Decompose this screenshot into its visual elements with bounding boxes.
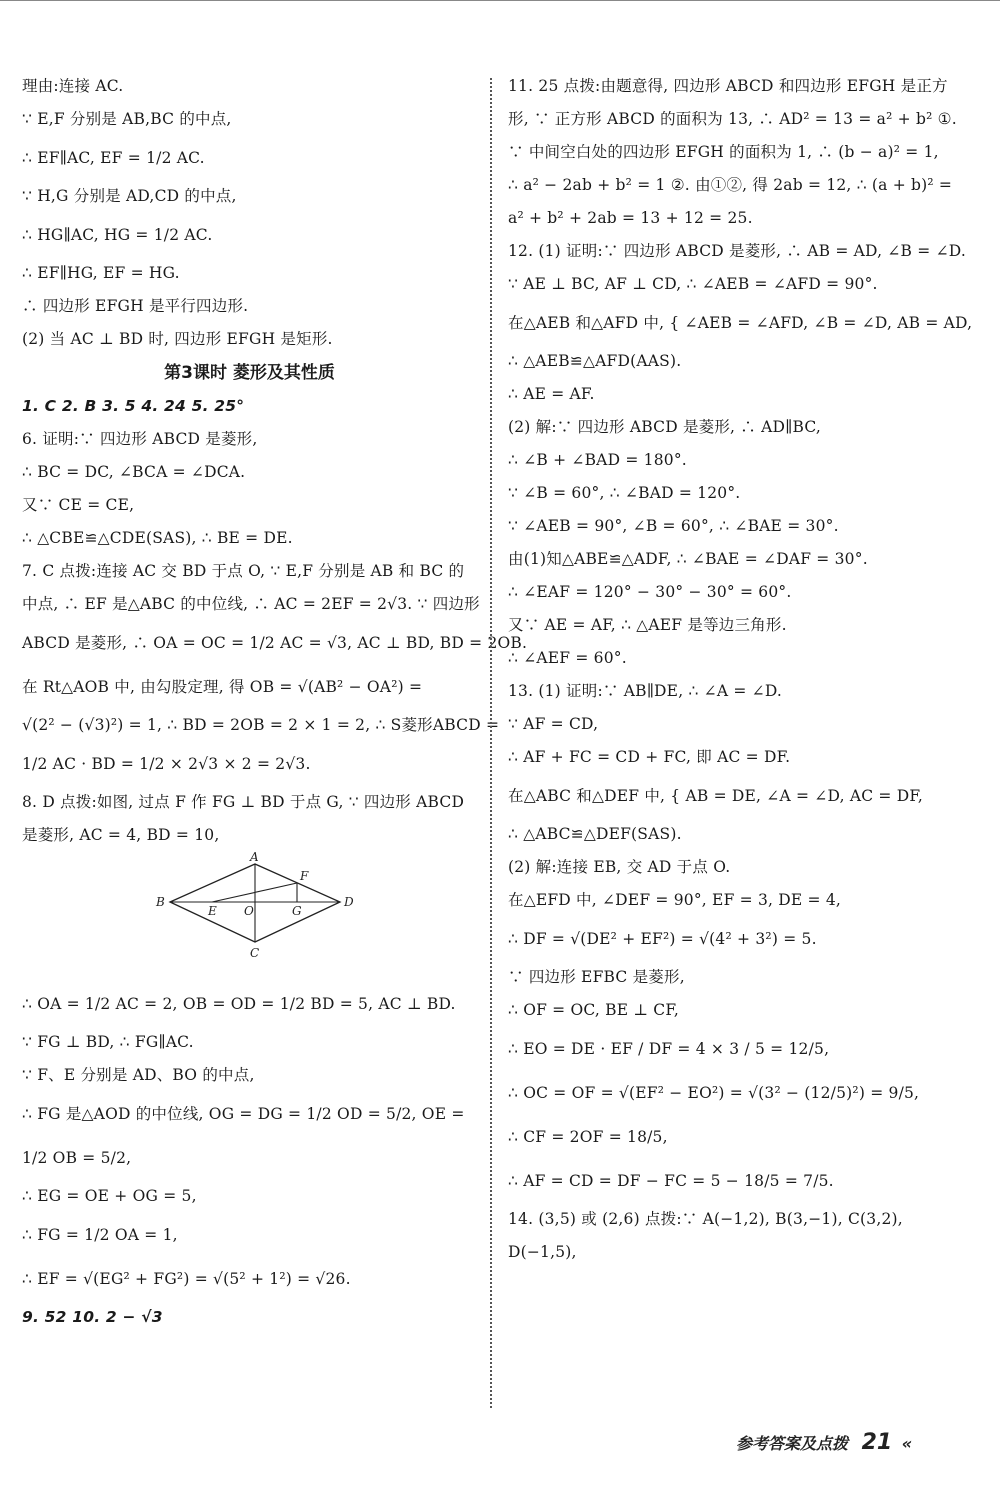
label-d: D [344,895,354,909]
line: ∴ ∠AEF = 60°. [508,649,627,667]
line: 又∵ CE = CE, [22,496,135,514]
line: 在△ABC 和△DEF 中, { AB = DE, ∠A = ∠D, AC = DF, [508,787,924,805]
line: ∴ EF∥HG, EF = HG. [22,264,180,282]
line: ∴ EO = DE · EF / DF = 4 × 3 / 5 = 12/5, [508,1040,830,1058]
line: ∴ 四边形 EFGH 是平行四边形. [22,297,249,315]
line: ∴ BC = DC, ∠BCA = ∠DCA. [22,463,246,481]
line: ∴ AF + FC = CD + FC, 即 AC = DF. [508,748,791,766]
line: 又∵ AE = AF, ∴ △AEF 是等边三角形. [508,616,787,634]
line: (2) 解:连接 EB, 交 AD 于点 O. [508,858,731,876]
line: ∵ AE ⊥ BC, AF ⊥ CD, ∴ ∠AEB = ∠AFD = 90°. [508,275,878,293]
line: ∴ a² − 2ab + b² = 1 ②. 由①②, 得 2ab = 12, ∴ (a + b)² = [508,176,953,194]
line: 形, ∵ 正方形 ABCD 的面积为 13, ∴ AD² = 13 = a² + b² ①. [508,110,957,128]
line: 理由:连接 AC. [22,77,124,95]
line: (2) 解:∵ 四边形 ABCD 是菱形, ∴ AD∥BC, [508,418,822,436]
page-footer [736,1428,912,1458]
line: ∴ ∠B + ∠BAD = 180°. [508,451,687,469]
label-f: F [300,869,309,883]
line: ∴ OA = 1/2 AC = 2, OB = OD = 1/2 BD = 5, AC ⊥ BD. [22,995,456,1013]
label-o: O [244,904,254,918]
answers-9-10: 9. 52 10. 2 − √3 [22,1308,163,1326]
rhombus-figure [22,852,477,982]
line: a² + b² + 2ab = 13 + 12 = 25. [508,209,753,227]
right-column [508,70,978,1269]
line: ∵ AF = CD, [508,715,599,733]
line: ∴ HG∥AC, HG = 1/2 AC. [22,226,213,244]
line: ∴ FG 是△AOD 的中位线, OG = DG = 1/2 OD = 5/2, OE = [22,1105,465,1123]
line: ∴ EF∥AC, EF = 1/2 AC. [22,149,205,167]
column-divider [490,78,492,1408]
line: ∴ △ABC≌△DEF(SAS). [508,825,682,843]
line: 11. 25 点拨:由题意得, 四边形 ABCD 和四边形 EFGH 是正方 [508,77,948,95]
line: 在△AEB 和△AFD 中, { ∠AEB = ∠AFD, ∠B = ∠D, AB = AD, [508,314,973,332]
footer-title: 参考答案及点拨 [736,1434,849,1453]
line: D(−1,5), [508,1243,577,1261]
line: ∵ ∠B = 60°, ∴ ∠BAD = 120°. [508,484,741,502]
line: 是菱形, AC = 4, BD = 10, [22,826,220,844]
line: ∴ EF = √(EG² + FG²) = √(5² + 1²) = √26. [22,1270,351,1288]
line: ABCD 是菱形, ∴ OA = OC = 1/2 AC = √3, AC ⊥ BD, BD = 2OB. [22,634,528,652]
line: (2) 当 AC ⊥ BD 时, 四边形 EFGH 是矩形. [22,330,333,348]
line: 6. 证明:∵ 四边形 ABCD 是菱形, [22,430,258,448]
label-b: B [156,895,165,909]
line: 1/2 AC · BD = 1/2 × 2√3 × 2 = 2√3. [22,755,311,773]
line: 14. (3,5) 或 (2,6) 点拨:∵ A(−1,2), B(3,−1), C(3,2), [508,1210,903,1228]
label-a: A [250,850,259,864]
line: ∵ 四边形 EFBC 是菱形, [508,968,685,986]
rhombus-diagram [150,850,354,982]
line: 由(1)知△ABE≌△ADF, ∴ ∠BAE = ∠DAF = 30°. [508,550,868,568]
answers-1-5: 1. C 2. B 3. 5 4. 24 5. 25° [22,397,245,415]
line: 在 Rt△AOB 中, 由勾股定理, 得 OB = √(AB² − OA²) = [22,678,423,696]
line: 中点, ∴ EF 是△ABC 的中位线, ∴ AC = 2EF = 2√3. ∵ 四边形 [22,595,480,613]
line: 在△EFD 中, ∠DEF = 90°, EF = 3, DE = 4, [508,891,842,909]
line: 13. (1) 证明:∵ AB∥DE, ∴ ∠A = ∠D. [508,682,783,700]
chevron-icon: « [901,1434,913,1453]
left-column [22,70,528,1334]
line: ∴ EG = OE + OG = 5, [22,1187,197,1205]
line: ∴ FG = 1/2 OA = 1, [22,1226,178,1244]
section-title: 第3课时 菱形及其性质 [164,363,335,383]
line: 8. D 点拨:如图, 过点 F 作 FG ⊥ BD 于点 G, ∵ 四边形 ABCD [22,793,465,811]
line: ∴ DF = √(DE² + EF²) = √(4² + 3²) = 5. [508,930,817,948]
line: √(2² − (√3)²) = 1, ∴ BD = 2OB = 2 × 1 = 2, ∴ S菱形ABCD = [22,716,500,734]
line: ∵ FG ⊥ BD, ∴ FG∥AC. [22,1033,194,1051]
line: ∵ 中间空白处的四边形 EFGH 的面积为 1, ∴ (b − a)² = 1, [508,143,939,161]
line: ∴ △AEB≌△AFD(AAS). [508,352,682,370]
page-number: 21 [861,1430,893,1455]
line: 1/2 OB = 5/2, [22,1149,132,1167]
line: ∴ △CBE≌△CDE(SAS), ∴ BE = DE. [22,529,293,547]
label-c: C [250,946,260,960]
line: ∵ H,G 分别是 AD,CD 的中点, [22,187,237,205]
top-rule [0,0,1000,1]
line: ∴ OF = OC, BE ⊥ CF, [508,1001,680,1019]
line: ∴ CF = 2OF = 18/5, [508,1128,668,1146]
line: ∴ OC = OF = √(EF² − EO²) = √(3² − (12/5)²) = 9/5, [508,1084,920,1102]
line: ∴ AF = CD = DF − FC = 5 − 18/5 = 7/5. [508,1172,834,1190]
line: 7. C 点拨:连接 AC 交 BD 于点 O, ∵ E,F 分别是 AB 和 BC 的 [22,562,465,580]
label-g: G [292,904,302,918]
line: ∵ E,F 分别是 AB,BC 的中点, [22,110,232,128]
line: 12. (1) 证明:∵ 四边形 ABCD 是菱形, ∴ AB = AD, ∠B = ∠D. [508,242,966,260]
line: ∴ AE = AF. [508,385,595,403]
line: ∵ F、E 分别是 AD、BO 的中点, [22,1066,255,1084]
line: ∵ ∠AEB = 90°, ∠B = 60°, ∴ ∠BAE = 30°. [508,517,839,535]
label-e: E [208,904,217,918]
line: ∴ ∠EAF = 120° − 30° − 30° = 60°. [508,583,792,601]
